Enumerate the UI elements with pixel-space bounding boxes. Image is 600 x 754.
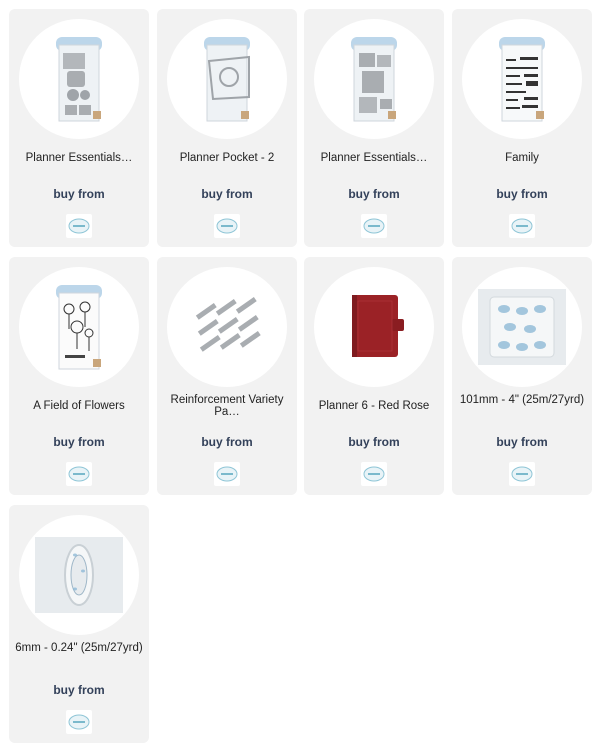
buy-from-link[interactable]: buy from	[53, 435, 105, 449]
product-card[interactable]	[9, 505, 149, 743]
buy-from-link[interactable]: buy from	[53, 187, 105, 201]
store-logo-icon[interactable]	[66, 214, 92, 238]
product-title[interactable]: Family	[505, 152, 539, 164]
product-image-flower-stamp[interactable]	[19, 267, 139, 387]
buy-from-link[interactable]: buy from	[348, 187, 400, 201]
product-title[interactable]: A Field of Flowers	[33, 400, 125, 412]
product-title[interactable]: Planner 6 - Red Rose	[318, 400, 430, 412]
product-title[interactable]: Reinforcement Variety Pa…	[170, 394, 284, 418]
product-title[interactable]: Planner Essentials…	[25, 152, 133, 164]
product-image-die-set[interactable]	[19, 19, 139, 139]
product-title[interactable]: Planner Pocket - 2	[179, 152, 275, 164]
product-title[interactable]: 101mm - 4" (25m/27yrd)	[459, 394, 585, 406]
product-card[interactable]	[9, 9, 149, 247]
store-logo-icon[interactable]	[361, 214, 387, 238]
product-card[interactable]	[9, 257, 149, 495]
product-title[interactable]: 6mm - 0.24" (25m/27yrd)	[15, 642, 143, 654]
buy-from-link[interactable]: buy from	[201, 187, 253, 201]
product-image-reinforcement-dies[interactable]	[167, 267, 287, 387]
product-card[interactable]	[304, 257, 444, 495]
product-card[interactable]	[304, 9, 444, 247]
product-image-narrow-tape[interactable]	[19, 515, 139, 635]
product-card[interactable]	[157, 9, 297, 247]
store-logo-icon[interactable]	[214, 214, 240, 238]
product-image-wide-tape[interactable]	[462, 267, 582, 387]
buy-from-link[interactable]: buy from	[53, 683, 105, 697]
product-card[interactable]	[452, 257, 592, 495]
store-logo-icon[interactable]	[66, 462, 92, 486]
store-logo-icon[interactable]	[361, 462, 387, 486]
product-image-red-planner[interactable]	[314, 267, 434, 387]
product-card[interactable]	[452, 9, 592, 247]
buy-from-link[interactable]: buy from	[496, 187, 548, 201]
buy-from-link[interactable]: buy from	[201, 435, 253, 449]
product-image-pocket-die[interactable]	[167, 19, 287, 139]
store-logo-icon[interactable]	[214, 462, 240, 486]
buy-from-link[interactable]: buy from	[348, 435, 400, 449]
store-logo-icon[interactable]	[509, 462, 535, 486]
product-image-die-set[interactable]	[314, 19, 434, 139]
product-card[interactable]	[157, 257, 297, 495]
store-logo-icon[interactable]	[66, 710, 92, 734]
store-logo-icon[interactable]	[509, 214, 535, 238]
buy-from-link[interactable]: buy from	[496, 435, 548, 449]
product-image-stamp-set[interactable]	[462, 19, 582, 139]
product-title[interactable]: Planner Essentials…	[320, 152, 428, 164]
